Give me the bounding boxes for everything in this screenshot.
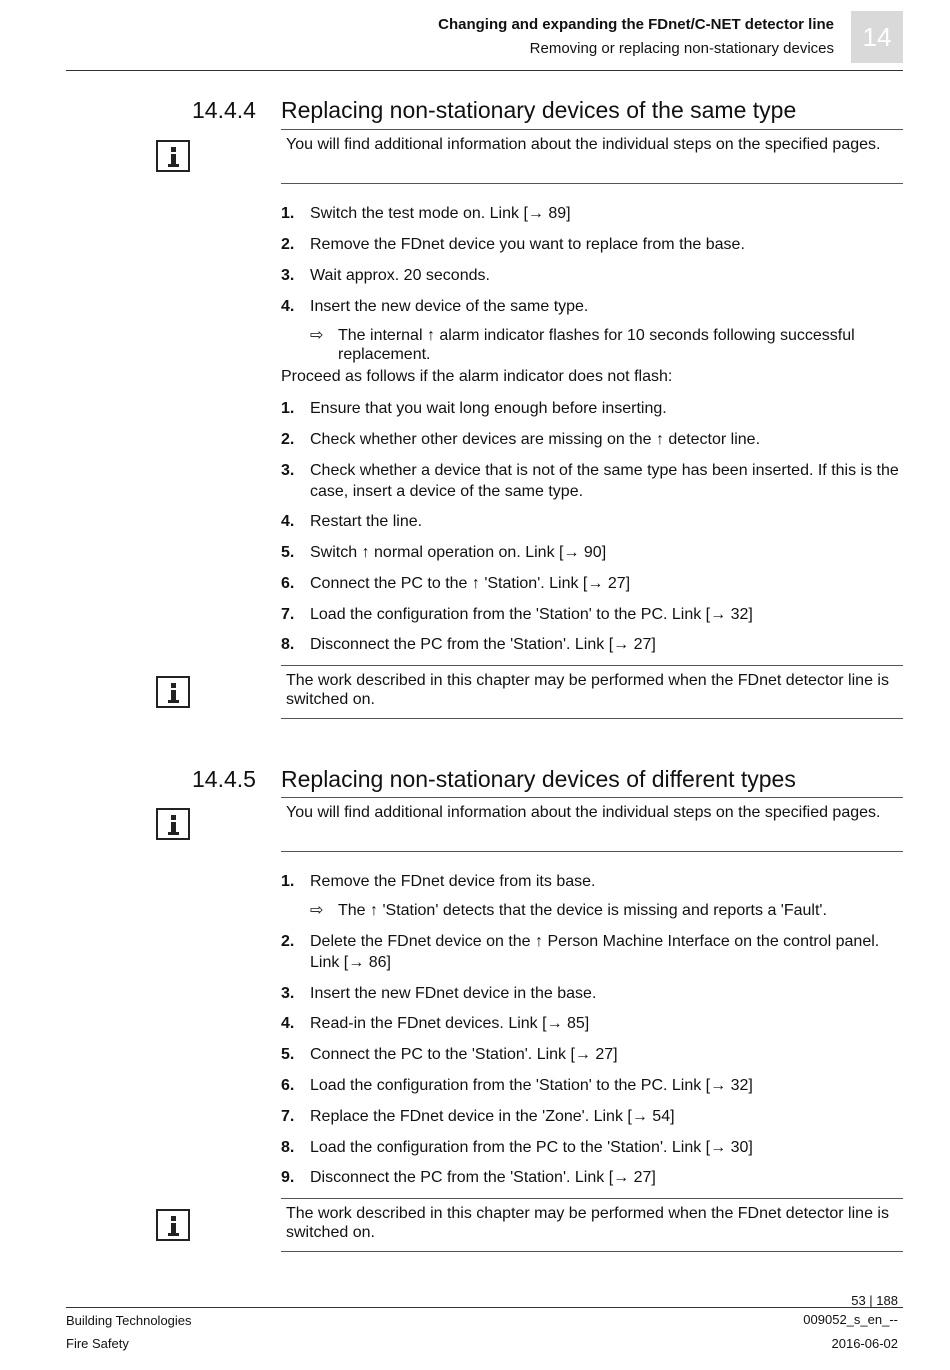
- list-item: 5. Connect the PC to the 'Station'. Link [→ 27]: [281, 1046, 618, 1063]
- header-title: Changing and expanding the FDnet/C-NET detector line: [438, 16, 834, 33]
- footer-company: Building Technologies: [66, 1313, 192, 1328]
- footer-date: 2016-06-02: [831, 1336, 898, 1351]
- footer-doc-id: 009052_s_en_--: [803, 1312, 898, 1327]
- info-note: The work described in this chapter may be performed when the FDnet detector line is switched on.: [281, 1198, 903, 1252]
- info-icon: [156, 1209, 190, 1241]
- chapter-number-box: 14: [851, 11, 903, 63]
- list-item: 3. Wait approx. 20 seconds.: [281, 267, 490, 284]
- list-item: 1. Switch the test mode on. Link [→ 89]: [281, 205, 571, 222]
- info-icon: [156, 676, 190, 708]
- list-item: 7. Replace the FDnet device in the 'Zone'. Link [→ 54]: [281, 1108, 675, 1125]
- info-icon: [156, 808, 190, 840]
- info-icon: [156, 140, 190, 172]
- info-note: You will find additional information about the individual steps on the specified pages.: [281, 797, 903, 852]
- section-number: 14.4.5: [192, 766, 256, 792]
- footer-divider: [66, 1307, 903, 1308]
- list-item: 4. Insert the new device of the same type.: [281, 298, 589, 315]
- list-item: 3. Insert the new FDnet device in the base.: [281, 985, 597, 1002]
- list-item: 2. Check whether other devices are missing on the ↑ detector line.: [281, 431, 761, 448]
- list-item: 8. Load the configuration from the PC to the 'Station'. Link [→ 30]: [281, 1139, 753, 1156]
- list-item: 7. Load the configuration from the 'Station' to the PC. Link [→ 32]: [281, 606, 753, 623]
- list-item: 3. Check whether a device that is not of the same type has been inserted. If this is the case, insert a device of the same type.: [281, 462, 899, 500]
- list-item: 8. Disconnect the PC from the 'Station'. Link [→ 27]: [281, 636, 656, 653]
- result-item: ⇨ The ↑ 'Station' detects that the device is missing and reports a 'Fault'.: [310, 902, 827, 919]
- info-note: You will find additional information about the individual steps on the specified pages.: [281, 129, 903, 184]
- section-title: Replacing non-stationary devices of the same type: [281, 97, 797, 123]
- list-item: 1. Remove the FDnet device from its base.: [281, 873, 596, 890]
- list-item: 1. Ensure that you wait long enough before inserting.: [281, 400, 667, 417]
- list-item: 4. Read-in the FDnet devices. Link [→ 85]: [281, 1015, 590, 1032]
- list-item: 4. Restart the line.: [281, 513, 423, 530]
- list-item: 9. Disconnect the PC from the 'Station'. Link [→ 27]: [281, 1169, 656, 1186]
- header-divider: [66, 70, 903, 71]
- result-item: ⇨ The internal ↑ alarm indicator flashes for 10 seconds following successful replacement.: [310, 327, 855, 363]
- footer-division: Fire Safety: [66, 1336, 129, 1351]
- section-number: 14.4.4: [192, 97, 256, 123]
- list-item: 6. Load the configuration from the 'Station' to the PC. Link [→ 32]: [281, 1077, 753, 1094]
- result-arrow-icon: ⇨: [310, 327, 324, 344]
- header-subtitle: Removing or replacing non-stationary devices: [529, 40, 834, 57]
- list-item: 2. Remove the FDnet device you want to replace from the base.: [281, 236, 745, 253]
- info-note: The work described in this chapter may be performed when the FDnet detector line is switched on.: [281, 665, 903, 719]
- list-item: 5. Switch ↑ normal operation on. Link [→ 90]: [281, 544, 607, 561]
- list-item: 6. Connect the PC to the ↑ 'Station'. Link [→ 27]: [281, 575, 631, 592]
- result-arrow-icon: ⇨: [310, 902, 324, 919]
- paragraph: Proceed as follows if the alarm indicator does not flash:: [281, 368, 673, 385]
- page-number: 53 | 188: [851, 1293, 898, 1308]
- section-title: Replacing non-stationary devices of different types: [281, 766, 796, 792]
- list-item: 2. Delete the FDnet device on the ↑ Person Machine Interface on the control panel. Link [→ 86]: [281, 933, 880, 971]
